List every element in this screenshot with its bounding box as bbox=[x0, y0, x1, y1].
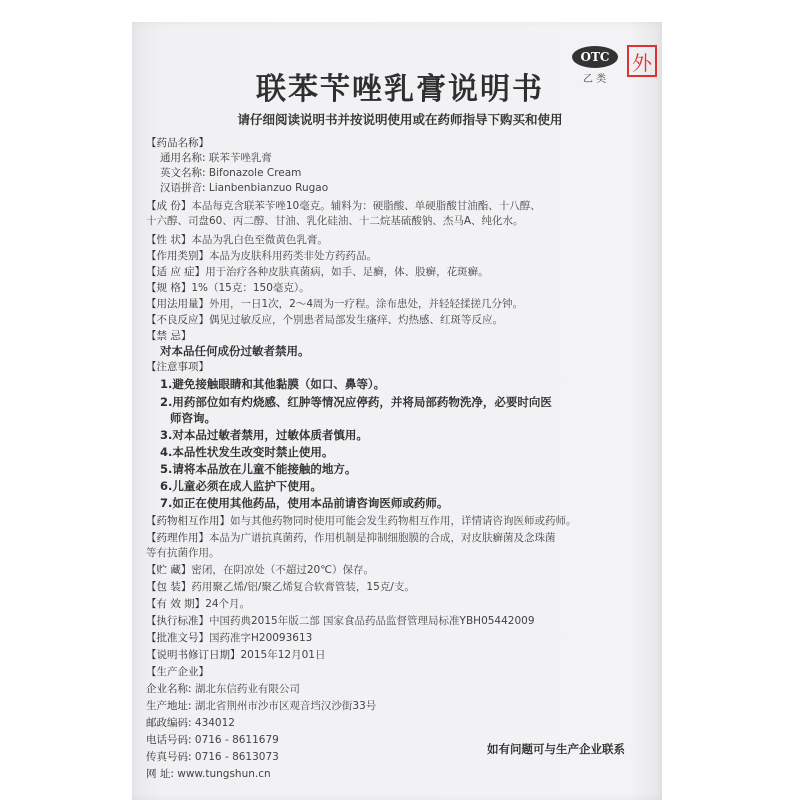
english-name: 英文名称: Bifonazole Cream bbox=[160, 167, 302, 179]
document-subtitle: 请仔细阅读说明书并按说明使用或在药师指导下购买和使用 bbox=[237, 112, 563, 127]
company-address: 生产地址: 湖北省荆州市沙市区观音垱汉沙街33号 bbox=[146, 700, 377, 712]
section-manufacturer: 【生产企业】 bbox=[146, 666, 209, 678]
dosage: 【用法用量】外用，一日1次，2～4周为一疗程。涂布患处，并轻轻揉搓几分钟。 bbox=[146, 298, 524, 310]
pharmacology-cont: 等有抗菌作用。 bbox=[146, 547, 220, 559]
precaution-5: 5.请将本品放在儿童不能接触的地方。 bbox=[160, 462, 357, 476]
revision-date: 【说明书修订日期】2015年12月01日 bbox=[146, 649, 326, 661]
document-title: 联苯苄唑乳膏说明书 bbox=[256, 72, 544, 107]
interactions: 【药物相互作用】如与其他药物同时使用可能会发生药物相互作用，详情请咨询医师或药师。 bbox=[146, 515, 577, 527]
external-use-mark: 外 bbox=[627, 45, 657, 77]
section-contraindications: 【禁 忌】 bbox=[146, 330, 192, 342]
appearance: 【性 状】本品为乳白色至微黄色乳膏。 bbox=[146, 234, 328, 246]
website: 网 址: www.tungshun.cn bbox=[146, 768, 271, 780]
section-drug-name: 【药品名称】 bbox=[146, 137, 209, 149]
company-name: 企业名称: 湖北东信药业有限公司 bbox=[146, 683, 300, 695]
phone-number: 电话号码: 0716 - 8611679 bbox=[146, 734, 279, 746]
precaution-3: 3.对本品过敏者禁用，过敏体质者慎用。 bbox=[160, 428, 368, 442]
adverse-reactions: 【不良反应】偶见过敏反应，个别患者局部发生瘙痒、灼热感、红斑等反应。 bbox=[146, 314, 503, 326]
standard: 【执行标准】中国药典2015年版二部 国家食品药品监督管理局标准YBH05442009 bbox=[146, 615, 535, 627]
approval-number: 【批准文号】国药准字H20093613 bbox=[146, 632, 313, 644]
precaution-6: 6.儿童必须在成人监护下使用。 bbox=[160, 479, 322, 493]
storage: 【贮 藏】密闭，在阴凉处（不超过20℃）保存。 bbox=[146, 564, 374, 576]
postal-code: 邮政编码: 434012 bbox=[146, 717, 235, 729]
precaution-7: 7.如正在使用其他药品，使用本品前请咨询医师或药师。 bbox=[160, 496, 449, 510]
ingredients: 【成 份】本品每克含联苯苄唑10毫克。辅料为：硬脂酸、单硬脂酸甘油酯、十八醇、 bbox=[146, 200, 541, 212]
precaution-1: 1.避免接触眼睛和其他黏膜（如口、鼻等）。 bbox=[160, 377, 386, 391]
otc-category: 乙 类 bbox=[583, 74, 607, 85]
precaution-4: 4.本品性状发生改变时禁止使用。 bbox=[160, 445, 334, 459]
footer-note: 如有问题可与生产企业联系 bbox=[487, 742, 625, 756]
pharmacology: 【药理作用】本品为广谱抗真菌药，作用机制是抑制细胞膜的合成，对皮肤癣菌及念珠菌 bbox=[146, 532, 556, 544]
package: 【包 装】药用聚乙烯/铝/聚乙烯复合软膏管装，15克/支。 bbox=[146, 581, 415, 593]
precaution-2: 2.用药部位如有灼烧感、红肿等情况应停药，并将局部药物洗净，必要时向医 bbox=[160, 395, 552, 409]
pinyin-name: 汉语拼音: Lianbenbianzuo Rugao bbox=[160, 182, 329, 194]
specification: 【规 格】1%（15克：150毫克）。 bbox=[146, 282, 310, 294]
contraindication-text: 对本品任何成份过敏者禁用。 bbox=[160, 344, 310, 358]
shelf-life: 【有 效 期】24个月。 bbox=[146, 598, 251, 610]
ingredients-cont: 十六醇、司盘60、丙二醇、甘油、乳化硅油、十二烷基硫酸钠、杰马A、纯化水。 bbox=[146, 215, 524, 227]
fax-number: 传真号码: 0716 - 8613073 bbox=[146, 751, 279, 763]
category: 【作用类别】本品为皮肤科用药类非处方药药品。 bbox=[146, 250, 377, 262]
indications: 【适 应 症】用于治疗各种皮肤真菌病，如手、足癣，体、股癣，花斑癣。 bbox=[146, 266, 489, 278]
section-precautions: 【注意事项】 bbox=[146, 361, 209, 373]
otc-badge: OTC bbox=[572, 46, 618, 68]
generic-name: 通用名称: 联苯苄唑乳膏 bbox=[160, 152, 272, 164]
precaution-2-cont: 师咨询。 bbox=[170, 411, 216, 425]
